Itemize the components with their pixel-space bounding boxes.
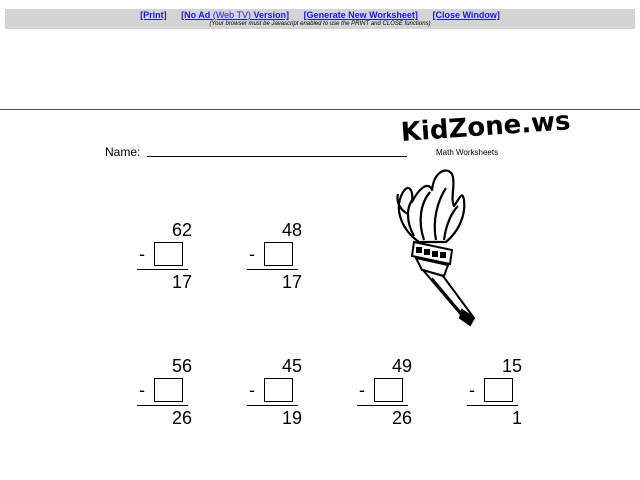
no-ad-suffix: Version] xyxy=(253,10,290,20)
kidzone-logo xyxy=(399,106,572,160)
problem-top-number: 62 xyxy=(171,220,192,240)
javascript-note: (Your browser must be Javascript enabled to use the PRINT and CLOSE functions) xyxy=(209,21,431,27)
minus-sign: - xyxy=(139,244,145,264)
answer-box xyxy=(484,378,513,402)
no-ad-prefix: [No Ad xyxy=(181,10,211,20)
no-ad-version-link[interactable] xyxy=(181,10,289,20)
answer-box xyxy=(374,378,403,402)
problem-3 xyxy=(137,356,207,436)
print-link[interactable]: [Print] xyxy=(140,10,167,20)
sum-line xyxy=(247,405,298,406)
problem-bottom-number: 26 xyxy=(171,408,192,428)
sum-line xyxy=(137,269,188,270)
problem-bottom-number: 17 xyxy=(281,272,302,292)
minus-sign: - xyxy=(359,380,365,400)
sum-line xyxy=(247,269,298,270)
sum-line xyxy=(137,405,188,406)
toolbar-links xyxy=(5,9,635,21)
torch-icon xyxy=(384,160,484,335)
generate-worksheet-link[interactable]: [Generate New Worksheet] xyxy=(303,10,418,20)
name-label: Name: xyxy=(105,145,141,159)
problem-top-number: 56 xyxy=(171,356,192,376)
logo-subtitle: Math Worksheets xyxy=(436,148,499,157)
logo-title: KidZone.ws xyxy=(399,106,572,148)
sum-line xyxy=(467,405,518,406)
close-window-link[interactable]: [Close Window] xyxy=(432,10,500,20)
problem-6 xyxy=(467,356,537,436)
problem-5 xyxy=(357,356,427,436)
minus-sign: - xyxy=(139,380,145,400)
answer-box xyxy=(154,378,183,402)
problem-top-number: 48 xyxy=(281,220,302,240)
minus-sign: - xyxy=(469,380,475,400)
sum-line xyxy=(357,405,408,406)
answer-box xyxy=(264,242,293,266)
problem-4 xyxy=(247,356,317,436)
answer-box xyxy=(154,242,183,266)
problem-top-number: 49 xyxy=(391,356,412,376)
problem-bottom-number: 26 xyxy=(391,408,412,428)
problem-top-number: 45 xyxy=(281,356,302,376)
top-toolbar xyxy=(5,9,635,29)
web-tv-label: (Web TV) xyxy=(212,10,252,20)
problem-bottom-number: 17 xyxy=(171,272,192,292)
problem-2 xyxy=(247,220,317,300)
problem-bottom-number: 1 xyxy=(511,408,522,428)
answer-box xyxy=(264,378,293,402)
problem-bottom-number: 19 xyxy=(281,408,302,428)
problem-top-number: 15 xyxy=(501,356,522,376)
minus-sign: - xyxy=(249,244,255,264)
problem-1 xyxy=(137,220,207,300)
name-line xyxy=(147,156,407,157)
minus-sign: - xyxy=(249,380,255,400)
